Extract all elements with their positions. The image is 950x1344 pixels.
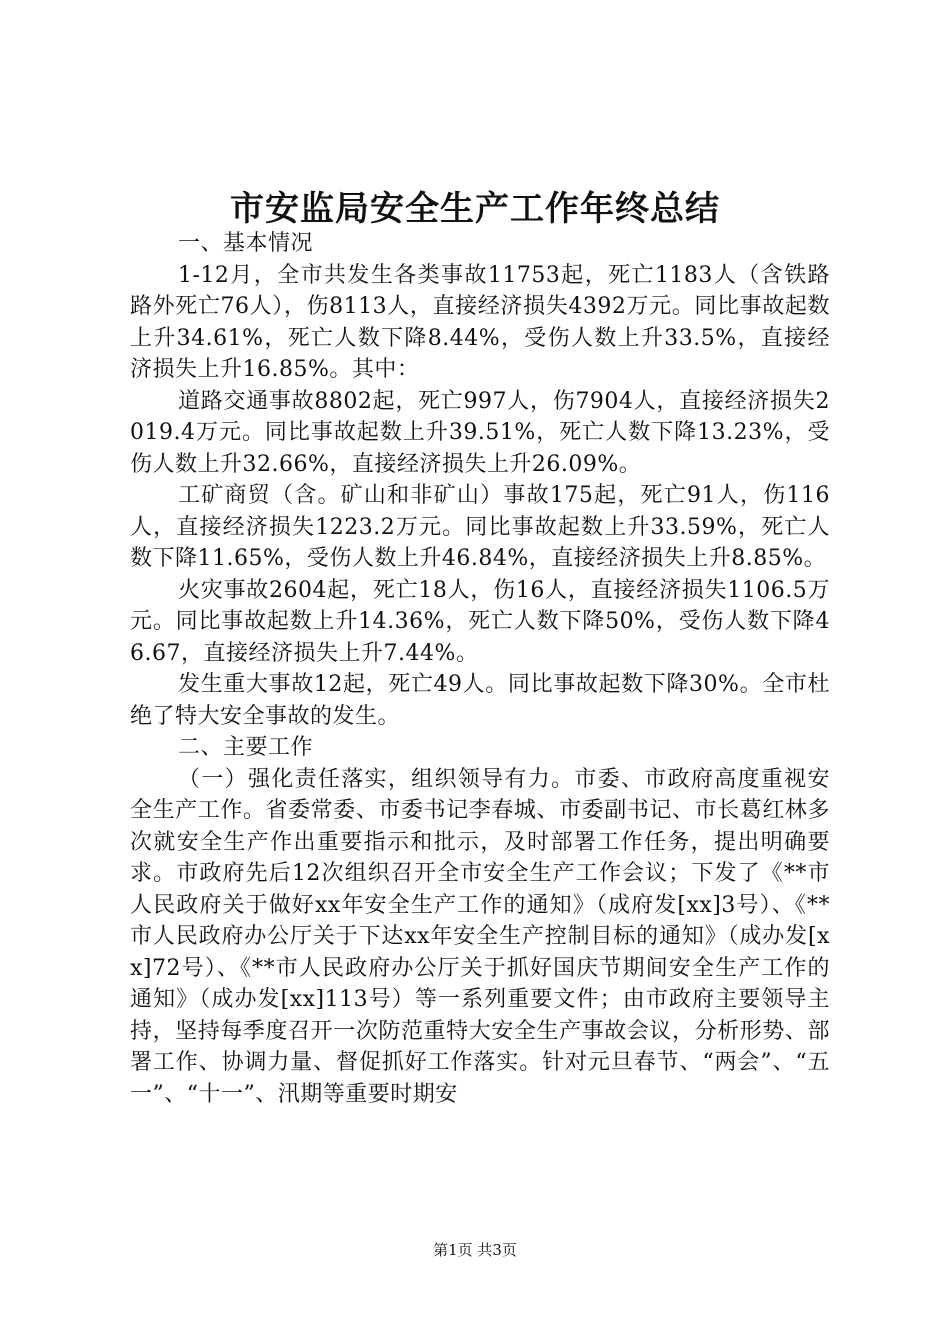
document-body <box>130 228 830 1110</box>
paragraph-responsibility: （一）强化责任落实，组织领导有力。市委、市政府高度重视安全生产工作。省委常委、市委书记李春城、市委副书记、市长葛红林多次就安全生产作出重要指示和批示，及时部署工作任务，提出明确要求。市政府先后12次组织召开全市安全生产工作会议；下发了《**市人民政府关于做好xx年安全生产工作的通知》（成府发[xx]3号）、《**市人民政府办公厅关于下达xx年安全生产控制目标的通知》（成办发[xx]72号）、《**市人民政府办公厅关于抓好国庆节期间安全生产工作的通知》（成办发[xx]113号）等一系列重要文件；由市政府主要领导主持，坚持每季度召开一次防范重特大安全生产事故会议，分析形势、部署工作、协调力量、督促抓好工作落实。针对元旦春节、“两会”、“五一”、“十一”、汛期等重要时期安 <box>130 766 830 1107</box>
section-heading-basic: 一、基本情况 <box>178 231 314 256</box>
section-heading-main-work: 二、主要工作 <box>178 735 314 760</box>
paragraph-fire: 火灾事故2604起，死亡18人，伤16人，直接经济损失1106.5万元。同比事故起数上升14.36%，死亡人数下降50%，受伤人数下降46.67，直接经济损失上升7.44%。 <box>130 577 830 666</box>
paragraph-major-accidents: 发生重大事故12起，死亡49人。同比事故起数下降30%。全市杜绝了特大安全事故的发生。 <box>130 672 830 729</box>
paragraph-industrial: 工矿商贸（含。矿山和非矿山）事故175起，死亡91人，伤116人，直接经济损失1223.2万元。同比事故起数上升33.59%，死亡人数下降11.65%，受伤人数上升46.84%，直接经济损失上升8.85%。 <box>130 483 830 571</box>
document-title: 市安监局安全生产工作年终总结 <box>230 189 720 229</box>
page-footer: 第1页 共3页 <box>433 1241 517 1259</box>
paragraph-overall-stats: 1-12月，全市共发生各类事故11753起，死亡1183人（含铁路路外死亡76人），伤8113人，直接经济损失4392万元。同比事故起数上升34.61%，死亡人数下降8.44%，受伤人数上升33.5%，直接经济损失上升16.85%。其中： <box>130 262 830 382</box>
paragraph-road-traffic: 道路交通事故8802起，死亡997人，伤7904人，直接经济损失2019.4万元。同比事故起数上升39.51%，死亡人数下降13.23%，受伤人数上升32.66%，直接经济损失上升26.09%。 <box>130 388 830 477</box>
